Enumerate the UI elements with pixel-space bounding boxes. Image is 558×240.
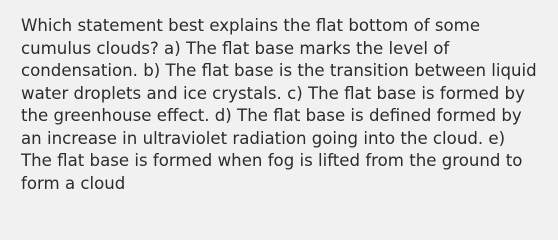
question-text: Which statement best explains the flat bottom of some cumulus clouds? a) The flat base marks the level of condensation. b) The flat base is the transition between liquid water droplets and ice crystals. c) The flat base is formed by the greenhouse effect. d) The flat base is defined formed by an increase in ultraviolet radiation going into the cloud. e) The flat base is formed when fog is lifted from the ground to form a cloud <box>21 16 537 193</box>
